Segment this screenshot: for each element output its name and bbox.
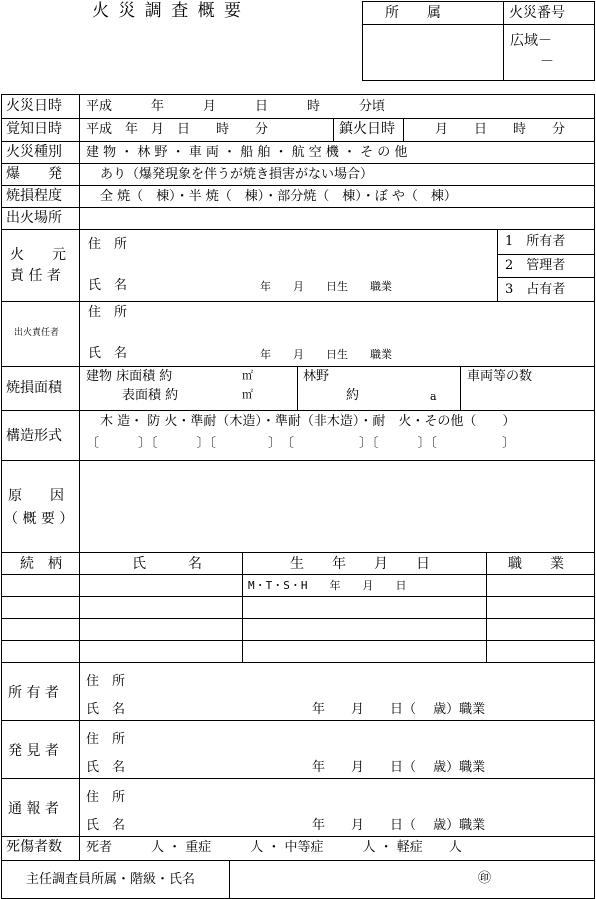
- explosion-label: 爆 発: [6, 166, 62, 182]
- name-header: 氏 名: [132, 556, 202, 572]
- responsible-label-2: 責 任 者: [10, 268, 61, 284]
- fire-responsible-birth-occupation: 年 月 日生 職業: [260, 348, 392, 361]
- reporter-name-label: 氏 名: [86, 818, 126, 833]
- cause-label-1: 原 因: [8, 488, 64, 504]
- notice-datetime-label: 覚知日時: [6, 121, 62, 137]
- era-birthdate: M・T・S・H 年 月 日: [248, 579, 407, 592]
- fire-responsible-address-label: 住 所: [88, 305, 128, 320]
- fire-number-dash: －: [540, 54, 554, 70]
- damage-degree-label: 焼損程度: [6, 188, 62, 204]
- casualties-label: 死傷者数: [6, 839, 62, 855]
- birthdate-header: 生 年 月 日: [290, 556, 430, 572]
- owner-address-label: 住 所: [86, 674, 126, 689]
- cause-field[interactable]: [81, 462, 593, 551]
- reporter-address-label: 住 所: [86, 790, 126, 805]
- structure-label: 構造形式: [6, 428, 62, 444]
- casualties-field[interactable]: 死者 人 ・ 重症 人 ・ 中等症 人 ・ 軽症 人: [86, 840, 462, 855]
- fire-responsible-label: 出火責任者: [14, 328, 60, 338]
- responsible-address-label: 住 所: [88, 237, 128, 252]
- finder-label: 発 見 者: [8, 743, 59, 759]
- notice-datetime-field[interactable]: 平成 年 月 日 時 分: [86, 122, 269, 137]
- fire-datetime-field[interactable]: 平成 年 月 日 時 分頃: [86, 99, 386, 114]
- occupation-header: 職 業: [508, 556, 564, 572]
- responsible-option-occupant[interactable]: 3 占有者: [505, 282, 566, 297]
- owner-label: 所 有 者: [8, 685, 59, 701]
- finder-address-label: 住 所: [86, 732, 126, 747]
- fire-responsible-name-label: 氏 名: [88, 346, 128, 361]
- reporter-age-occupation: 年 月 日（ 歳）職業: [312, 818, 486, 833]
- surface-area-label: 表面積 約: [122, 388, 179, 403]
- origin-place-field[interactable]: [81, 209, 593, 228]
- responsible-option-owner[interactable]: 1 所有者: [505, 234, 566, 249]
- fire-type-options[interactable]: 建 物 ・ 林 野 ・ 車 両 ・ 船 舶 ・ 航 空 機 ・ そ の 他: [86, 145, 408, 160]
- extinguish-datetime-field[interactable]: 月 日 時 分: [435, 122, 566, 137]
- forest-unit: a: [430, 390, 437, 403]
- responsible-option-manager[interactable]: 2 管理者: [505, 258, 566, 273]
- forest-approx-label: 約: [346, 388, 360, 403]
- structure-brackets[interactable]: 〔 〕〔 〕〔 〕 〔 〕〔 〕〔 〕: [86, 436, 516, 451]
- investigator-label: 主任調査員所属・階級・氏名: [26, 872, 196, 887]
- dept-label: 所 属: [385, 5, 441, 21]
- finder-age-occupation: 年 月 日（ 歳）職業: [312, 760, 486, 775]
- cause-label-2: （ 概 要 ）: [4, 511, 74, 527]
- relation-header: 続 柄: [20, 556, 62, 572]
- fire-number-label: 火災番号: [509, 5, 565, 21]
- page-title: 火 災 調 査 概 要: [92, 1, 244, 21]
- explosion-option[interactable]: あり（爆発現象を伴うが焼き損害がない場合）: [100, 167, 374, 182]
- extinguish-datetime-label: 鎮火日時: [339, 121, 395, 137]
- owner-name-label: 氏 名: [86, 702, 126, 717]
- fire-number-field[interactable]: [505, 26, 593, 78]
- investigator-field[interactable]: [231, 862, 593, 897]
- responsible-name-label: 氏 名: [88, 278, 128, 293]
- dept-field[interactable]: [364, 26, 501, 78]
- damage-degree-options[interactable]: 全 焼（ 棟）・半 焼（ 棟）・部分焼（ 棟）・ぼ や（ 棟）: [100, 189, 457, 204]
- surface-area-unit: ㎡: [242, 388, 253, 401]
- floor-area-unit: ㎡: [242, 369, 253, 382]
- vehicle-count-label: 車両等の数: [467, 369, 533, 384]
- responsible-label-1: 火 元: [10, 247, 66, 263]
- fire-type-label: 火災種別: [6, 144, 62, 160]
- origin-place-label: 出火場所: [6, 210, 62, 226]
- forest-label: 林野: [303, 369, 330, 384]
- responsible-birth-occupation: 年 月 日生 職業: [260, 280, 392, 293]
- reporter-label: 通 報 者: [8, 801, 59, 817]
- fire-number-prefix: 広域－: [510, 33, 552, 49]
- burned-area-label: 焼損面積: [6, 380, 62, 396]
- structure-options[interactable]: 木 造・ 防 火・準耐（木造）・準耐（非木造）・耐 火・その他（ ）: [100, 414, 516, 429]
- seal-mark: ㊞: [478, 871, 492, 886]
- floor-area-label: 建物 床面積 約: [86, 369, 173, 384]
- fire-datetime-label: 火災日時: [6, 98, 62, 114]
- finder-name-label: 氏 名: [86, 760, 126, 775]
- owner-age-occupation: 年 月 日（ 歳）職業: [312, 702, 486, 717]
